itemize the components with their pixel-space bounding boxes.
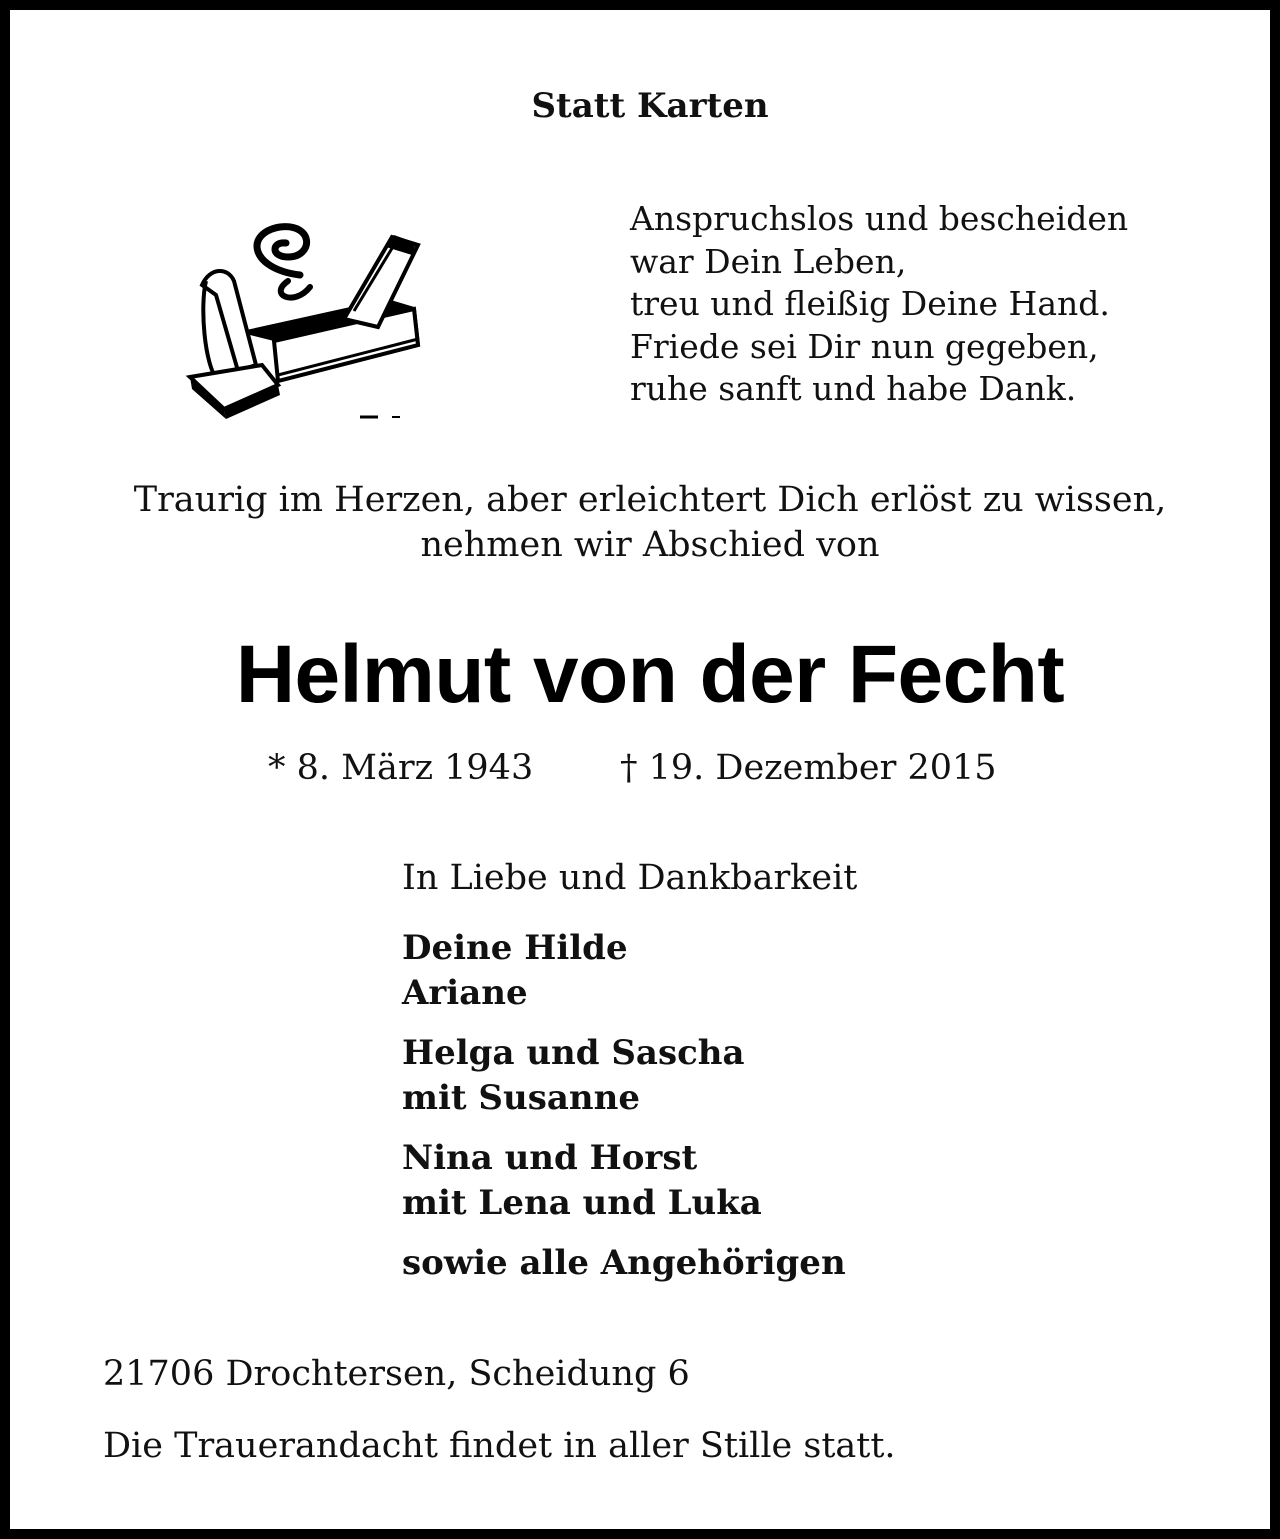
intro-text [10,478,1280,568]
mourner-name: sowie alle Angehörigen [402,1243,846,1283]
mourner-name: mit Susanne [402,1078,640,1118]
poem-line: ruhe sanft und habe Dank. [630,369,1077,408]
mourner-name: Nina und Horst [402,1138,698,1178]
closing-text: In Liebe und Dankbarkeit [402,858,858,898]
mourner-name: Helga und Sascha [402,1033,745,1073]
birth-date: * 8. März 1943 [268,748,534,788]
intro-line: Traurig im Herzen, aber erleichtert Dich erlöst zu wissen, [133,480,1167,520]
mourner-group [402,926,846,1016]
poem-line: Friede sei Dir nun gegeben, [630,326,1099,366]
poem-line: treu und fleißig Deine Hand. [630,284,1110,323]
deceased-name: Helmut von der Fecht [235,629,1065,720]
intro-line: nehmen wir Abschied von [420,525,880,565]
mourner-group [402,1031,846,1121]
mourner-name: Deine Hilde [402,928,628,968]
mourner-group [402,1241,846,1286]
poem-line: war Dein Leben, [630,241,907,281]
mourner-group [402,1136,846,1226]
mourner-name: Ariane [402,973,528,1013]
carpenter-plane-icon [182,215,432,425]
mourner-name: mit Lena und Luka [402,1183,762,1223]
death-date: † 19. Dezember 2015 [620,748,997,788]
poem-line: Anspruchslos und bescheiden [630,199,1129,238]
header-text: Statt Karten [531,86,769,126]
address-text: 21706 Drochtersen, Scheidung 6 [103,1354,690,1394]
poem [630,198,1128,411]
mourners-list [402,926,846,1301]
notice-text: Die Trauerandacht findet in aller Stille statt. [103,1426,896,1466]
